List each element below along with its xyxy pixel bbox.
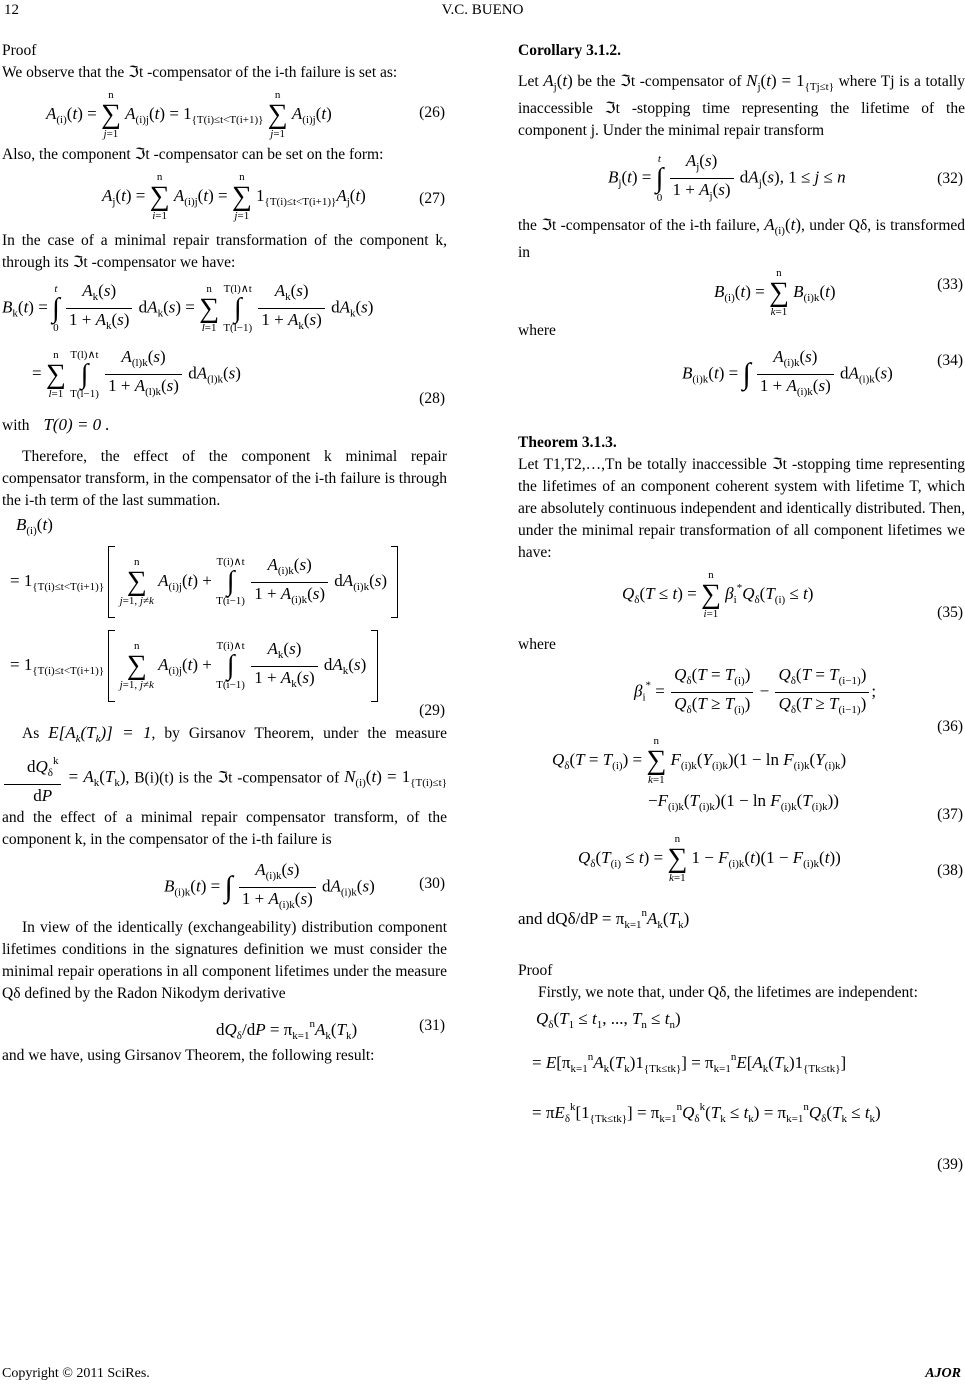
where-2: where (518, 636, 556, 653)
equation-37: $Q_\delta(T = T_{(i)}) = n$ ∑ k=1 $F_{(i)k}(Y_{(i)k})(1 - \ln F_{(i)k}(Y_{(i)k})$ $-F_{(i)k}(T_{(i)k})(1 - \ln F_{(i)k}(T_{(i)k}))$ (37) (518, 730, 965, 826)
proof-heading-2: Proof (518, 962, 553, 979)
left-column (2, 40, 447, 1067)
paragraph-3: In the case of a minimal repair transformation of the component k, through its ℑt -compensator we have: (2, 232, 447, 271)
eq-number-30: (30) (419, 875, 445, 892)
eq-number-35: (35) (937, 604, 963, 621)
paragraph-4: Therefore, the effect of the component k minimal repair compensator transform, in the compensator of the i-th failure is through the i-th term of the last summation. (2, 448, 447, 509)
and-line: and $dQ\delta/dP = \pi_{k=1}^nA_k(T_k)$ (518, 907, 690, 931)
equation-32: $B_j(t) = t$ ∫ 0 $\frac{A_j(s)}{1 + A_j(s)}$ $dA_j(s)$, 1 ≤ j ≤ n (32) (608, 151, 963, 204)
equation-36: $\beta_i^*$ = $\frac{Q_\delta(T = T_{(i)})}{Q_\delta(T \ge T_{(i)})}$ − $\frac{Q_\delta(T = T_{(i-1)})}{Q_\delta(T \ge T_{(i-1)})}$ ; (36) (518, 656, 965, 730)
eq-number-33: (33) (937, 276, 963, 293)
theorem-text: Let T1,T2,…,Tn be totally inaccessible ℑt -stopping time representing the lifetimes of an component coherent system with lifetime T, which are absolutely continuous independent and identically distributed. Then, under the minimal repair transformation of all component lifetimes we have: (518, 456, 965, 561)
equation-29: $B_{(i)}(t)$ = $1_{\{T(i)\le t<T(i+1)\}}$ n ∑ j=1, j≠k $A_{(i)j}(t)$ + T(i)∧t ∫ T(i−1) $\frac{A_{(i)k}(s)}{1 + A_{(i)k}(s)}$ $dA_{(i)k}(s)$ = $1_{\{T(i)\le t<T(i+1)\}}$ n ∑ j=1, j≠k $A_{(i)j}(t)$ + T(i)∧t ∫ T(i−1) $\frac{A_k(s)}{1 + A_k(s)}$ $dA_k(s)$ (29) (2, 512, 447, 722)
c1-compensator: be the ℑt -compensator of (577, 73, 742, 90)
and-text: and dQδ/dP = π (518, 909, 625, 928)
equation-38: $Q_\delta(T_{(i)} \le t) = n$ ∑ k=1 $1 - F_{(i)k}(t)(1 - F_{(i)k}(t))$ (38) (578, 833, 963, 884)
c2-text: the ℑt -compensator of the i-th failure, (518, 217, 760, 234)
equation-30: $B_{(i)k}(t)$ = ∫ $\frac{A_{(i)k}(s)}{1 + A_{(i)k}(s)}$ $dA_{(i)k}(s)$ (30) (164, 860, 445, 911)
equation-34: $B_{(i)k}(t)$ = ∫ $\frac{A_{(i)k}(s)}{1 + A_{(i)k}(s)}$ $dA_{(i)k}(s)$ (34) (682, 347, 963, 398)
eq-number-34: (34) (937, 352, 963, 369)
p5-effect: and the effect of a minimal repair compensator transform, of the component k, in the compensator of the i-th failure is (2, 809, 447, 848)
p5-compensator: , B(i)(t) is the ℑt -compensator of (125, 769, 340, 787)
eq-number-29: (29) (419, 702, 445, 719)
corollary-heading: Corollary 3.1.2. (518, 42, 622, 59)
running-title: V.C. BUENO (441, 2, 524, 18)
eq-number-31: (31) (419, 1017, 445, 1034)
eq-number-37: (37) (937, 806, 963, 823)
with-line (2, 414, 447, 440)
equation-33: $B_{(i)}(t) = n$ ∑ k=1 $B_{(i)k}(t)$ (33) (714, 267, 963, 318)
copyright: Copyright © 2011 SciRes. (2, 1366, 150, 1381)
eq-number-39: (39) (937, 1156, 963, 1173)
p5-girsanov: , by Girsanov Theorem, under the measure (151, 725, 447, 742)
equation-27: $A_j(t) = n$ ∑ i=1 $A_{(i)j}(t) = n$ ∑ j=1 $1_{\{T(i)\le t<T(i+1)\}}A_j(t)$ (27) (102, 171, 445, 222)
paragraph-7: and we have, using Girsanov Theorem, the following result: (2, 1047, 375, 1064)
eq-number-26: (26) (419, 104, 445, 121)
equation-35: $Q_\delta(T \le t) = n$ ∑ i=1 $\beta_i^*Q_\delta(T_{(i)} \le t)$ (35) (518, 564, 965, 634)
eq-number-28: (28) (419, 390, 445, 407)
proof-heading: Proof (2, 42, 37, 59)
with-equation: T(0) = 0 . (43, 415, 110, 434)
with-text: with (2, 417, 30, 434)
corollary-text-2: the ℑt -compensator of the i-th failure, $A_{(i)}(t)$, under Qδ, is transformed in (518, 215, 965, 261)
c1-let: Let (518, 73, 539, 90)
equation-31: $dQ_\delta/dP = \pi_{k=1}^nA_k(T_k)$ (31) (216, 1017, 445, 1042)
page-header (0, 0, 965, 22)
journal-name: AJOR (925, 1366, 961, 1381)
paragraph-1: We observe that the ℑt -compensator of the i-th failure is set as: (2, 64, 398, 81)
where-1: where (518, 322, 556, 339)
equation-26: $A_{(i)}(t) = n$ ∑ j=1 $A_{(i)j}(t) = 1_{\{T(i)\le t<T(i+1)\}}$ n ∑ j=1 $A_{(i)j}(t)$ (26) (46, 89, 445, 140)
eq-number-27: (27) (419, 190, 445, 207)
eq-number-32: (32) (937, 170, 963, 187)
proof-text: Firstly, we note that, under Qδ, the lifetimes are independent: (538, 984, 918, 1001)
corollary-text: Let $A_j(t)$ be the ℑt -compensator of $N_j(t) = 1_{\{Tj\le t\}}$ where Tj is a totally inaccessible ℑt -stopping time representing the lifetime of the component j. Under the minimal repair transform (518, 71, 965, 139)
eq-number-36: (36) (937, 718, 963, 735)
theorem-heading: Theorem 3.1.3. (518, 434, 617, 451)
p5-as: As (22, 725, 40, 742)
paragraph-2: Also, the component ℑt -compensator can be set on the form: (2, 146, 384, 163)
right-column (518, 40, 965, 1178)
c1-where: where Tj is a totally inaccessible ℑt -stopping time representing the lifetime of the component j. Under the minimal repair transform (518, 73, 965, 139)
eq-number-38: (38) (937, 862, 963, 879)
c2-text-b: , under Qδ, is transformed in (518, 217, 965, 261)
paragraph-6: In view of the identically (exchangeability) distribution component lifetimes conditions in the signatures definition we must consider the minimal repair operations in all component lifetimes under the measure Qδ defined by the Radon Nikodym derivative (2, 919, 447, 1002)
equation-28: $B_k(t) = t$ ∫ 0 $\frac{A_k(s)}{1 + A_k(s)}$ $dA_k(s) = n$ ∑ l=1 T(l)∧t ∫ T(l−1) $\frac{A_k(s)}{1 + A_k(s)}$ $dA_k(s)$ = n ∑ l=1 T(l)∧t ∫ T(l−1) $\frac{A_{(l)k}(s)}{1 + A_{(l)k}(s)}$ $dA_{(l)k}(s)$ (28) (2, 274, 447, 414)
equation-39: $Q_\delta(T_1 \le t_1$, ..., $T_n \le t_n$) = $E[\pi_{k=1}^nA_k(T_k)1_{\{Tk\le tk\}}] = \pi_{k=1}^nE[A_k(T_k)1_{\{Tk\le tk\}}]$ = $\pi E_\delta^k[1_{\{Tk\le tk\}}] = \pi_{k=1}^nQ_\delta^k(T_k \le t_k) = \pi_{k=1}^nQ_\delta(T_k \le t_k)$ (532, 1009, 881, 1125)
page-number: 12 (4, 2, 19, 18)
paragraph-5: As $E[A_k(T_k)] = 1$, by Girsanov Theorem, under the measure $\frac{dQ_\delta^k}{dP}$ = $A_k(T_k)$, B(i)(t) is the ℑt -compensator of $N_{(i)}(t) = 1_{\{T(i)\le t\}}$ and the effect of a minimal repair compensator transform, of the component k, in the compensator of the i-th failure is (2, 723, 448, 848)
